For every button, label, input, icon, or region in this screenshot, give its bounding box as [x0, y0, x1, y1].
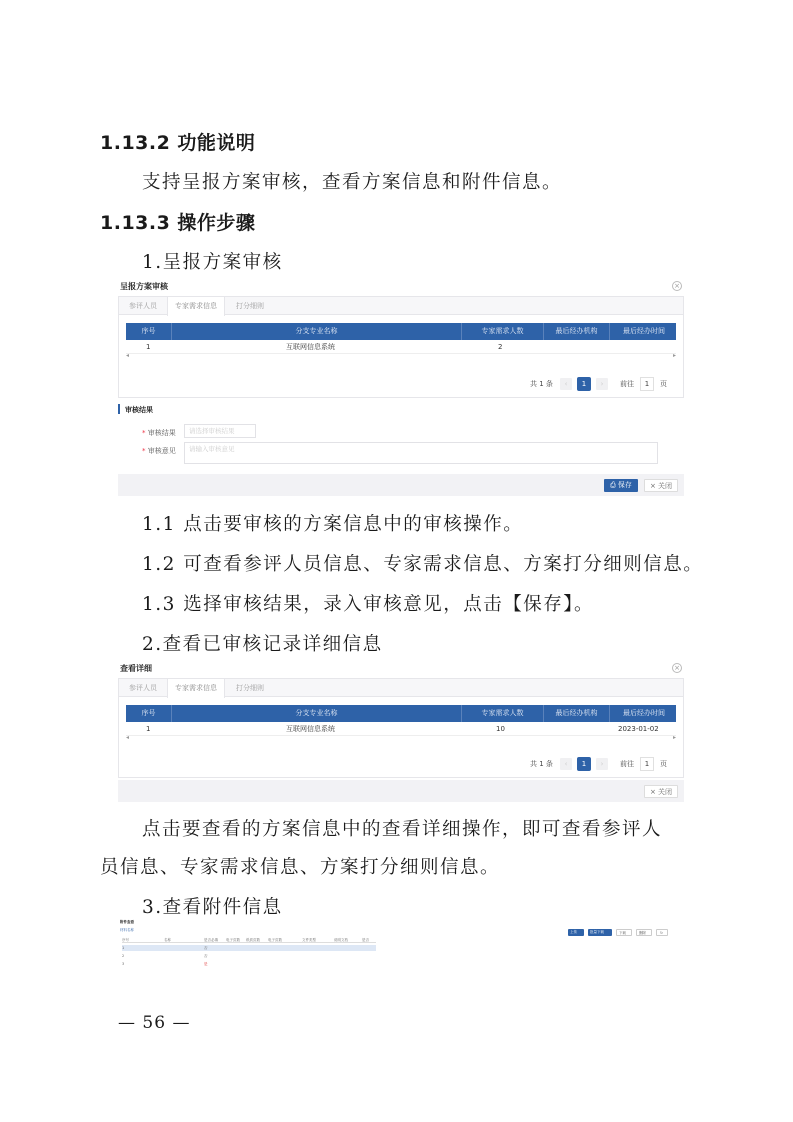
- expert-needs-table: [126, 323, 676, 363]
- cell-index: 1: [122, 946, 125, 950]
- attachment-subtitle: 材料名称: [120, 928, 134, 932]
- cell-count: 10: [496, 725, 505, 733]
- cell-index: 3: [122, 962, 125, 966]
- cell-index: 1: [146, 343, 151, 351]
- tab-scoring-rules[interactable]: 打分细则: [236, 302, 264, 310]
- result-label: * 审核结果: [142, 429, 176, 437]
- current-page[interactable]: 1: [577, 377, 591, 391]
- step2-description-line1: 点击要查看的方案信息中的查看详细操作，即可查看参评人: [142, 819, 663, 840]
- step1-3: 1.3 选择审核结果，录入审核意见，点击【保存】。: [142, 594, 595, 615]
- step1-2: 1.2 可查看参评人员信息、专家需求信息、方案打分细则信息。: [142, 554, 704, 575]
- col-header: 序号: [126, 323, 172, 340]
- review-dialog-screenshot: [118, 278, 684, 500]
- scroll-left-icon[interactable]: ◂: [126, 734, 130, 741]
- prev-page-icon[interactable]: ‹: [560, 378, 572, 390]
- step2-description-line2: 员信息、专家需求信息、方案打分细则信息。: [100, 857, 501, 878]
- refresh-button[interactable]: ↻: [656, 929, 668, 936]
- col-header: 纸质页数: [246, 938, 260, 942]
- close-icon: ×: [649, 482, 656, 490]
- section-heading-1-13-2: 1.13.2 功能说明: [100, 132, 256, 154]
- close-icon[interactable]: ×: [672, 663, 682, 673]
- cell-time: 2023-01-02: [618, 725, 659, 733]
- col-header: 最后经办时间: [623, 327, 665, 335]
- close-button[interactable]: × 关闭: [644, 479, 678, 492]
- prev-page-icon[interactable]: ‹: [560, 758, 572, 770]
- cell-count: 2: [498, 343, 503, 351]
- horizontal-scrollbar[interactable]: [126, 354, 676, 360]
- table-row[interactable]: [122, 945, 376, 951]
- col-header: 分支专业名称: [172, 705, 462, 722]
- download-button[interactable]: 下载: [616, 929, 632, 936]
- tab-card: [118, 296, 684, 398]
- attachment-title: 附件查看: [120, 920, 134, 924]
- next-page-icon[interactable]: ›: [596, 758, 608, 770]
- pagination-total: 共 1 条: [530, 380, 553, 388]
- col-header: 电子页数: [268, 938, 282, 942]
- cell-name: 互联网信息系统: [286, 343, 335, 351]
- table-header: [126, 323, 676, 340]
- col-header: 是否: [362, 938, 369, 942]
- col-header: 专家需求人数: [462, 705, 544, 722]
- section-heading-1-13-3: 1.13.3 操作步骤: [100, 212, 256, 234]
- opinion-label: * 审核意见: [142, 447, 176, 455]
- scroll-right-icon[interactable]: ▸: [672, 734, 676, 741]
- cell-required: 否: [204, 954, 208, 958]
- detail-dialog-screenshot: [118, 660, 684, 802]
- tab-participants[interactable]: 参评人员: [129, 302, 157, 310]
- col-header: 最后经办机构: [544, 323, 610, 340]
- col-header: 说明文档: [334, 938, 348, 942]
- table-row[interactable]: [126, 722, 676, 736]
- col-header: 最后经办时间: [623, 709, 665, 717]
- scroll-right-icon[interactable]: ▸: [672, 352, 676, 359]
- col-header: 分支专业名称: [172, 323, 462, 340]
- goto-page-input[interactable]: 1: [640, 757, 654, 771]
- col-header: 名称: [164, 938, 171, 942]
- pagination: [530, 757, 676, 771]
- page-number: — 56 —: [118, 1013, 191, 1033]
- next-page-icon[interactable]: ›: [596, 378, 608, 390]
- dialog-title: 查看详细: [120, 664, 152, 673]
- step1-1: 1.1 点击要审核的方案信息中的审核操作。: [142, 514, 524, 535]
- table-row[interactable]: [122, 953, 376, 959]
- cell-index: 2: [122, 954, 125, 958]
- review-result-title: 审核结果: [125, 406, 153, 414]
- cell-index: 1: [146, 725, 151, 733]
- current-page[interactable]: 1: [577, 757, 591, 771]
- goto-page-input[interactable]: 1: [640, 377, 654, 391]
- table-header: [126, 705, 676, 722]
- attachment-header: [122, 937, 376, 943]
- tab-expert-needs[interactable]: 专家需求信息: [167, 679, 225, 698]
- col-header: 专家需求人数: [462, 323, 544, 340]
- tab-expert-needs[interactable]: 专家需求信息: [167, 297, 225, 316]
- step1-title: 1.呈报方案审核: [142, 252, 283, 273]
- tab-bar: [119, 297, 683, 315]
- close-icon: ×: [649, 788, 656, 796]
- tab-card: [118, 678, 684, 778]
- close-icon[interactable]: ×: [672, 281, 682, 291]
- batch-download-button[interactable]: 批量下载: [588, 929, 612, 936]
- dialog-footer: [118, 780, 684, 802]
- scroll-left-icon[interactable]: ◂: [126, 352, 130, 359]
- col-header: 是否必填: [204, 938, 218, 942]
- result-select[interactable]: 请选择审核结果: [184, 424, 256, 438]
- col-header: 最后经办机构: [544, 705, 610, 722]
- upload-button[interactable]: 上传: [568, 929, 584, 936]
- dialog-footer: [118, 474, 684, 496]
- delete-button[interactable]: 删除: [636, 929, 652, 936]
- col-header: 文件类型: [302, 938, 316, 942]
- section-marker: [118, 404, 120, 414]
- tab-bar: [119, 679, 683, 697]
- cell-required: 否: [204, 946, 208, 950]
- horizontal-scrollbar[interactable]: [126, 736, 676, 742]
- attachment-screenshot: [116, 918, 676, 976]
- step2-title: 2.查看已审核记录详细信息: [142, 634, 383, 655]
- save-button[interactable]: ⎙ 保存: [604, 479, 638, 492]
- dialog-title: 呈报方案审核: [120, 282, 168, 291]
- col-header: 电子页数: [226, 938, 240, 942]
- table-row[interactable]: [122, 961, 376, 967]
- cell-required: 是: [204, 962, 208, 966]
- expert-needs-table: [126, 705, 676, 745]
- goto-label: 前往: [620, 760, 634, 768]
- pagination-total: 共 1 条: [530, 760, 553, 768]
- goto-label: 前往: [620, 380, 634, 388]
- page-unit: 页: [660, 760, 667, 768]
- page-unit: 页: [660, 380, 667, 388]
- tab-scoring-rules[interactable]: 打分细则: [236, 684, 264, 692]
- save-icon: ⎙: [610, 481, 616, 489]
- function-description: 支持呈报方案审核，查看方案信息和附件信息。: [142, 172, 563, 193]
- table-row[interactable]: [126, 340, 676, 354]
- tab-participants[interactable]: 参评人员: [129, 684, 157, 692]
- opinion-textarea[interactable]: 请输入审核意见: [184, 442, 658, 464]
- cell-name: 互联网信息系统: [286, 725, 335, 733]
- close-button[interactable]: × 关闭: [644, 785, 678, 798]
- step3-title: 3.查看附件信息: [142, 897, 283, 918]
- col-header: 序号: [126, 705, 172, 722]
- col-header: 序号: [122, 938, 129, 942]
- pagination: [530, 377, 676, 391]
